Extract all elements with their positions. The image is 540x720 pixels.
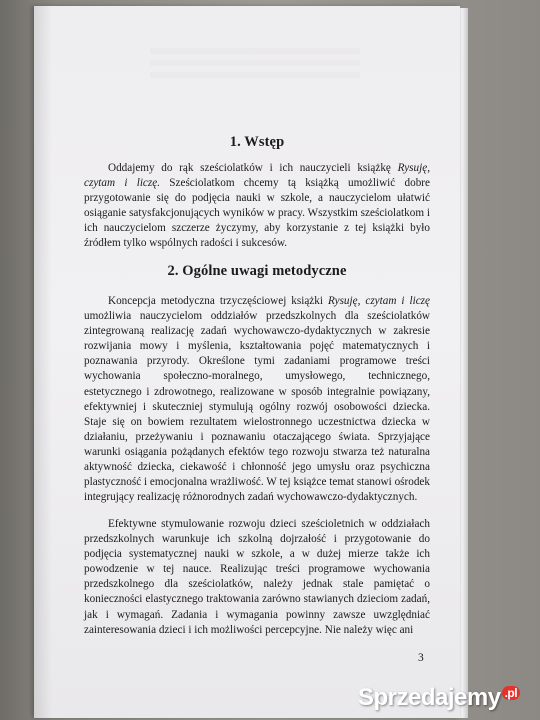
page-number: 3 — [418, 652, 424, 664]
text-run: umożliwia nauczycielom oddziałów przedszkolnych dla sześciolatków zintegrowaną realizację zadań wychowawczo-dydaktycznych w zakresie rozwijania mowy i myślenia, kształtowania pojęć matematycznych i poznawania przyrody. Określone tymi zadaniami programowe treści wychowania społeczno-moralnego, umysłowego, technicznego, estetycznego i zdrowotnego, realizowane w sposób integralnie powiązany, efektywniej i skuteczniej stymulują ogólny rozwój osobowości dziecka. Staje się on bowiem rezultatem wielostronnego uczestnictwa dziecka w działaniu, przeżywaniu i poznawaniu otaczającego świata. Sprzyjające warunki osiągania pożądanych efektów tego rozwoju stwarza też naturalna aktywność dziecka, ciekawość i chłonność jego umysłu oraz psychiczna plastyczność i emocjonalna wrażliwość. W tej książce temat stanowi ośrodek integrujący realizację różnorodnych zadań wychowawczo-dydaktycznych. — [84, 310, 430, 504]
watermark-brand: Sprzedajemy — [358, 684, 501, 711]
section-heading-methodological-notes: 2. Ogólne uwagi metodyczne — [167, 263, 347, 279]
book-title-italic: Rysuję, czytam i liczę. — [84, 162, 430, 190]
section-heading-introduction: 1. Wstęp — [229, 134, 285, 150]
watermark-suffix-badge: .pl — [502, 686, 521, 700]
paragraph-introduction — [84, 161, 430, 252]
paragraph-methodology-concept — [84, 294, 430, 505]
text-run: Oddajemy do rąk sześciolatków i ich nauczycieli książkę — [108, 162, 398, 174]
paragraph-methodology-stimulation: Efektywne stymulowanie rozwoju dzieci sześcioletnich w oddziałach przedszkolnych warunkuje ich szkolną dojrzałość i przygotowanie do podjęcia systematycznej nauki w szkole, a w dużej mierze także ich powodzenie w tej nauce. Realizując treści programowe wychowania przedszkolnego dla sześciolatków, należy jednak stale pamiętać o konieczności elastycznego traktowania zarówno stawianych dzieciom zadań, jak i wymagań. Zadania i wymagania powinny zawsze uwzględniać zainteresowania dzieci i ich możliwości percepcyjne. Nie należy więc ani — [84, 518, 430, 636]
text-run: Koncepcja metodyczna trzyczęściowej książki — [108, 295, 328, 307]
book-title-italic: Rysuję, czytam i liczę — [327, 295, 431, 307]
text-run: Sześciolatkom chcemy tą książką umożliwić dobre przygotowanie się do podjęcia nauki w szkole, a nauczycielom ułatwić osiąganie satysfakcjonujących wyników w pracy. Wszystkim sześciolatkom i ich nauczycielom szczerze życzymy, aby korzystanie z tej książki było źródłem tylko wspólnych radości i sukcesów. — [84, 177, 430, 250]
page-gutter-shadow — [34, 6, 52, 718]
show-through-text — [150, 48, 360, 78]
sprzedajemy-watermark-logo — [358, 684, 520, 712]
